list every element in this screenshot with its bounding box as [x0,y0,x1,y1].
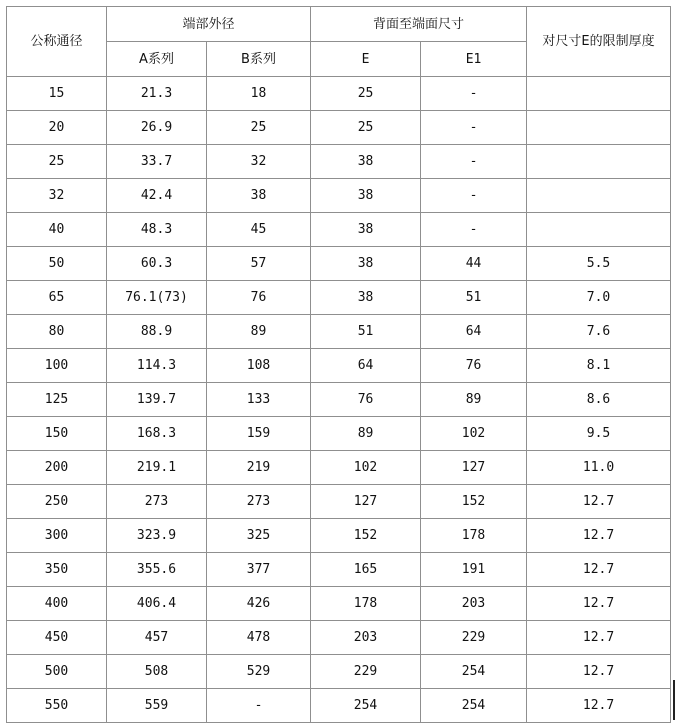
cell-e: 51 [311,315,421,349]
cell-e1: 51 [421,281,527,315]
cell-e1: 254 [421,655,527,689]
cell-series-a: 48.3 [107,213,207,247]
table-row [7,553,671,587]
header-nominal-diameter: 公称通径 [7,7,107,77]
cell-e: 38 [311,247,421,281]
cell-nominal-diameter: 200 [7,451,107,485]
cell-series-b: 57 [207,247,311,281]
cell-series-b: 76 [207,281,311,315]
cell-series-a: 139.7 [107,383,207,417]
cell-series-a: 273 [107,485,207,519]
cell-series-a: 219.1 [107,451,207,485]
cell-series-a: 76.1(73) [107,281,207,315]
dimension-table [6,6,671,723]
cell-nominal-diameter: 100 [7,349,107,383]
table-container [6,6,670,723]
cell-limit-thickness: 12.7 [527,621,671,655]
header-e1: E1 [421,42,527,77]
cell-e1: 229 [421,621,527,655]
cell-series-a: 26.9 [107,111,207,145]
cell-nominal-diameter: 15 [7,77,107,111]
cell-limit-thickness [527,145,671,179]
cell-e1: - [421,77,527,111]
cell-nominal-diameter: 50 [7,247,107,281]
cell-series-a: 33.7 [107,145,207,179]
cell-nominal-diameter: 150 [7,417,107,451]
cell-e: 38 [311,145,421,179]
cell-nominal-diameter: 65 [7,281,107,315]
cell-e1: 191 [421,553,527,587]
cell-limit-thickness: 12.7 [527,655,671,689]
cell-limit-thickness [527,77,671,111]
cell-series-a: 114.3 [107,349,207,383]
cell-e1: 76 [421,349,527,383]
cell-series-b: 478 [207,621,311,655]
cell-e1: - [421,145,527,179]
cell-series-a: 60.3 [107,247,207,281]
table-row [7,77,671,111]
cell-series-a: 406.4 [107,587,207,621]
cell-e: 25 [311,111,421,145]
cell-limit-thickness: 8.6 [527,383,671,417]
cell-nominal-diameter: 300 [7,519,107,553]
cell-e1: 44 [421,247,527,281]
cell-limit-thickness: 12.7 [527,553,671,587]
cell-series-a: 323.9 [107,519,207,553]
table-row [7,417,671,451]
table-header [7,7,671,77]
cell-e: 76 [311,383,421,417]
cell-e: 89 [311,417,421,451]
header-end-outer-diameter: 端部外径 [107,7,311,42]
cell-nominal-diameter: 250 [7,485,107,519]
cell-series-b: 529 [207,655,311,689]
cell-nominal-diameter: 125 [7,383,107,417]
cell-e: 25 [311,77,421,111]
cell-series-b: 133 [207,383,311,417]
cell-e: 127 [311,485,421,519]
cell-series-b: 108 [207,349,311,383]
cell-e: 38 [311,281,421,315]
cell-series-a: 88.9 [107,315,207,349]
cell-nominal-diameter: 350 [7,553,107,587]
cell-e: 38 [311,213,421,247]
cell-e1: 178 [421,519,527,553]
header-e: E [311,42,421,77]
cell-e: 165 [311,553,421,587]
cell-e1: - [421,213,527,247]
cell-series-b: 32 [207,145,311,179]
cell-limit-thickness: 12.7 [527,485,671,519]
header-limit-thickness: 对尺寸E的限制厚度 [527,7,671,77]
table-row [7,213,671,247]
header-series-a: A系列 [107,42,207,77]
table-row [7,587,671,621]
cell-nominal-diameter: 80 [7,315,107,349]
cell-e1: - [421,179,527,213]
cell-e1: 102 [421,417,527,451]
scroll-edge-marker [673,680,675,720]
header-series-b: B系列 [207,42,311,77]
table-row [7,111,671,145]
table-row [7,655,671,689]
cell-e: 152 [311,519,421,553]
cell-e: 178 [311,587,421,621]
cell-e1: - [421,111,527,145]
table-row [7,145,671,179]
cell-series-b: 18 [207,77,311,111]
cell-e1: 203 [421,587,527,621]
cell-series-b: 219 [207,451,311,485]
table-row [7,349,671,383]
cell-series-b: - [207,689,311,723]
cell-nominal-diameter: 450 [7,621,107,655]
cell-limit-thickness: 12.7 [527,689,671,723]
cell-e: 102 [311,451,421,485]
cell-nominal-diameter: 550 [7,689,107,723]
cell-series-b: 273 [207,485,311,519]
cell-nominal-diameter: 500 [7,655,107,689]
cell-limit-thickness: 11.0 [527,451,671,485]
table-row [7,247,671,281]
cell-limit-thickness: 8.1 [527,349,671,383]
cell-series-a: 168.3 [107,417,207,451]
cell-e: 38 [311,179,421,213]
cell-limit-thickness [527,179,671,213]
cell-nominal-diameter: 20 [7,111,107,145]
cell-limit-thickness [527,111,671,145]
cell-series-b: 426 [207,587,311,621]
cell-series-a: 355.6 [107,553,207,587]
cell-e1: 127 [421,451,527,485]
cell-limit-thickness [527,213,671,247]
cell-e: 64 [311,349,421,383]
table-row [7,621,671,655]
cell-e1: 152 [421,485,527,519]
table-row [7,689,671,723]
cell-nominal-diameter: 25 [7,145,107,179]
cell-series-b: 45 [207,213,311,247]
table-row [7,179,671,213]
table-row [7,281,671,315]
cell-e1: 89 [421,383,527,417]
cell-series-b: 377 [207,553,311,587]
cell-series-b: 325 [207,519,311,553]
cell-limit-thickness: 7.6 [527,315,671,349]
header-row-1 [7,7,671,42]
table-body [7,77,671,723]
header-back-to-end-dimension: 背面至端面尺寸 [311,7,527,42]
cell-series-a: 42.4 [107,179,207,213]
cell-series-b: 89 [207,315,311,349]
cell-series-a: 457 [107,621,207,655]
cell-e1: 64 [421,315,527,349]
cell-series-a: 21.3 [107,77,207,111]
table-row [7,451,671,485]
cell-series-b: 159 [207,417,311,451]
table-row [7,315,671,349]
table-row [7,383,671,417]
cell-limit-thickness: 12.7 [527,519,671,553]
cell-series-a: 508 [107,655,207,689]
table-row [7,519,671,553]
cell-e1: 254 [421,689,527,723]
cell-limit-thickness: 7.0 [527,281,671,315]
cell-e: 254 [311,689,421,723]
cell-e: 203 [311,621,421,655]
cell-limit-thickness: 9.5 [527,417,671,451]
cell-nominal-diameter: 400 [7,587,107,621]
cell-series-b: 25 [207,111,311,145]
cell-series-a: 559 [107,689,207,723]
cell-nominal-diameter: 40 [7,213,107,247]
cell-limit-thickness: 5.5 [527,247,671,281]
cell-nominal-diameter: 32 [7,179,107,213]
table-row [7,485,671,519]
cell-series-b: 38 [207,179,311,213]
cell-e: 229 [311,655,421,689]
cell-limit-thickness: 12.7 [527,587,671,621]
